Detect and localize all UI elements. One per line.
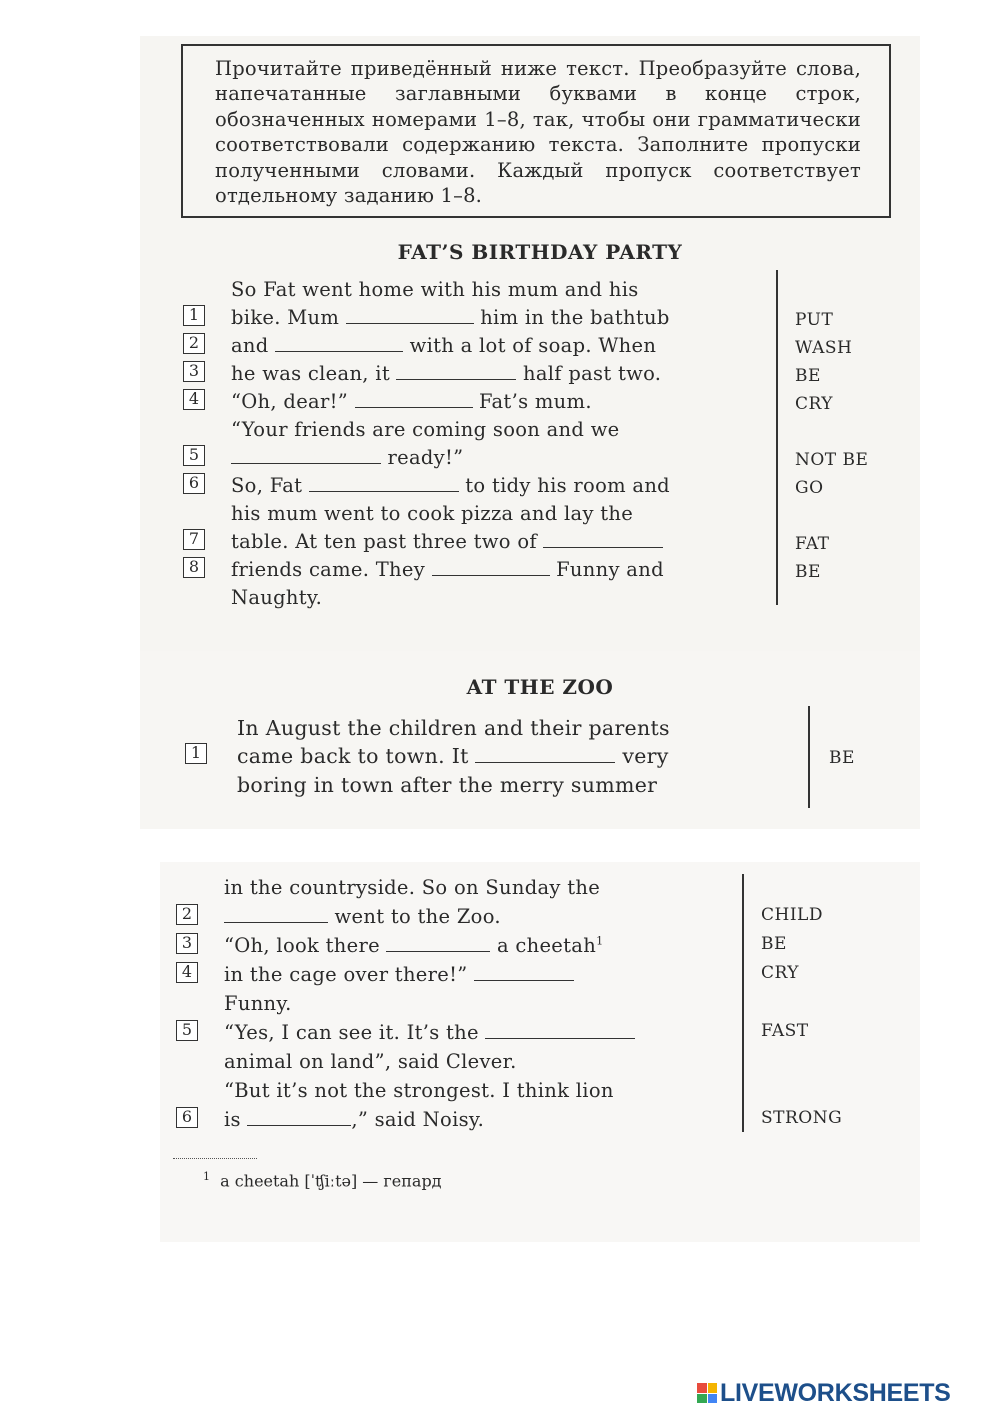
text-line: animal on land”, said Clever. bbox=[224, 1050, 517, 1073]
zoo-answer-blank-2[interactable] bbox=[224, 908, 328, 923]
liveworksheets-logo bbox=[697, 1378, 951, 1407]
zoo-answer-blank-3[interactable] bbox=[386, 937, 490, 952]
answer-blank-5[interactable] bbox=[231, 449, 381, 464]
keyword-label: FAST bbox=[761, 1021, 809, 1041]
keyword-label: NOT BE bbox=[795, 450, 869, 470]
task-number-box: 2 bbox=[176, 904, 198, 925]
text-line: in the countryside. So on Sunday the bbox=[224, 876, 601, 899]
text-line: he was clean, it half past two. bbox=[231, 362, 662, 385]
keyword-label: BE bbox=[761, 934, 787, 954]
text-line: bike. Mum him in the bathtub bbox=[231, 306, 670, 329]
text-line: is ,” said Noisy. bbox=[224, 1108, 485, 1131]
text-line: ready!” bbox=[231, 446, 463, 469]
text-line: So, Fat to tidy his room and bbox=[231, 474, 670, 497]
text-line: Funny. bbox=[224, 992, 292, 1015]
text-line: his mum went to cook pizza and lay the bbox=[231, 502, 634, 525]
answer-blank-2[interactable] bbox=[275, 337, 403, 352]
zoo-answer-blank-1[interactable] bbox=[475, 748, 615, 763]
task-number-box: 4 bbox=[183, 389, 205, 410]
section2-title: AT THE ZOO bbox=[466, 675, 614, 699]
zoo-answer-blank-5[interactable] bbox=[485, 1024, 635, 1039]
text-line: went to the Zoo. bbox=[224, 905, 501, 928]
text-line: Naughty. bbox=[231, 586, 323, 609]
task-number-box: 5 bbox=[176, 1020, 198, 1041]
text-line: in the cage over there!” bbox=[224, 963, 574, 986]
answer-blank-3[interactable] bbox=[396, 365, 516, 380]
answer-blank-7[interactable] bbox=[543, 533, 663, 548]
task-number-box: 8 bbox=[183, 557, 205, 578]
column-divider bbox=[742, 874, 744, 1132]
text-line: “Oh, dear!” Fat’s mum. bbox=[231, 390, 592, 413]
keyword-label: BE bbox=[795, 366, 821, 386]
text-line: boring in town after the merry summer bbox=[237, 773, 658, 797]
keyword-label: CRY bbox=[795, 394, 834, 414]
task-number-box: 1 bbox=[183, 305, 205, 326]
keyword-label: STRONG bbox=[761, 1108, 843, 1128]
footnote: $^1$ a cheetah [ˈʧiːtə] — гепард bbox=[203, 1170, 442, 1191]
keyword-label: BE bbox=[795, 562, 821, 582]
footnote-marker: 1 bbox=[596, 934, 604, 948]
task-number-box: 3 bbox=[176, 933, 198, 954]
instructions-box: Прочитайте приведённый ниже текст. Преобразуйте слова, напечатанные заглавными буквами в конце строк, обозначенных номерами 1–8, так, чтобы они грамматически соответствовали содержанию текста. Заполните пропуски полученными словами. Каждый пропуск соответствует отдельному заданию 1–8. bbox=[181, 44, 891, 218]
logo-text: LIVEWORKSHEETS bbox=[720, 1378, 951, 1407]
text-line: and with a lot of soap. When bbox=[231, 334, 657, 357]
answer-blank-1[interactable] bbox=[346, 309, 474, 324]
keyword-label: BE bbox=[829, 748, 855, 768]
text-line: “Yes, I can see it. It’s the bbox=[224, 1021, 635, 1044]
keyword-label: PUT bbox=[795, 310, 834, 330]
section1-title: FAT’S BIRTHDAY PARTY bbox=[397, 240, 683, 264]
keyword-label: GO bbox=[795, 478, 824, 498]
answer-blank-4[interactable] bbox=[355, 393, 473, 408]
text-line: In August the children and their parents bbox=[237, 716, 670, 740]
keyword-label: CHILD bbox=[761, 905, 823, 925]
text-line: “But it’s not the strongest. I think lion bbox=[224, 1079, 614, 1102]
task-number-box: 5 bbox=[183, 445, 205, 466]
answer-blank-8[interactable] bbox=[432, 561, 550, 576]
task-number-box: 6 bbox=[183, 473, 205, 494]
task-number-box: 1 bbox=[185, 743, 207, 764]
text-line: table. At ten past three two of bbox=[231, 530, 663, 553]
logo-grid-icon bbox=[697, 1383, 717, 1403]
task-number-box: 4 bbox=[176, 962, 198, 983]
text-line: “Oh, look there a cheetah$^1$ bbox=[224, 934, 604, 957]
task-number-box: 2 bbox=[183, 333, 205, 354]
zoo-answer-blank-6[interactable] bbox=[247, 1111, 351, 1126]
zoo-answer-blank-4[interactable] bbox=[474, 966, 574, 981]
text-line: friends came. They Funny and bbox=[231, 558, 664, 581]
column-divider bbox=[808, 706, 810, 808]
task-number-box: 7 bbox=[183, 529, 205, 550]
task-number-box: 3 bbox=[183, 361, 205, 382]
answer-blank-6[interactable] bbox=[309, 477, 459, 492]
keyword-label: WASH bbox=[795, 338, 853, 358]
text-line: came back to town. It very bbox=[237, 744, 669, 768]
keyword-label: FAT bbox=[795, 534, 830, 554]
column-divider bbox=[776, 270, 778, 605]
text-line: So Fat went home with his mum and his bbox=[231, 278, 639, 301]
task-number-box: 6 bbox=[176, 1107, 198, 1128]
keyword-label: CRY bbox=[761, 963, 800, 983]
text-line: “Your friends are coming soon and we bbox=[231, 418, 620, 441]
footnote-separator bbox=[173, 1158, 257, 1159]
